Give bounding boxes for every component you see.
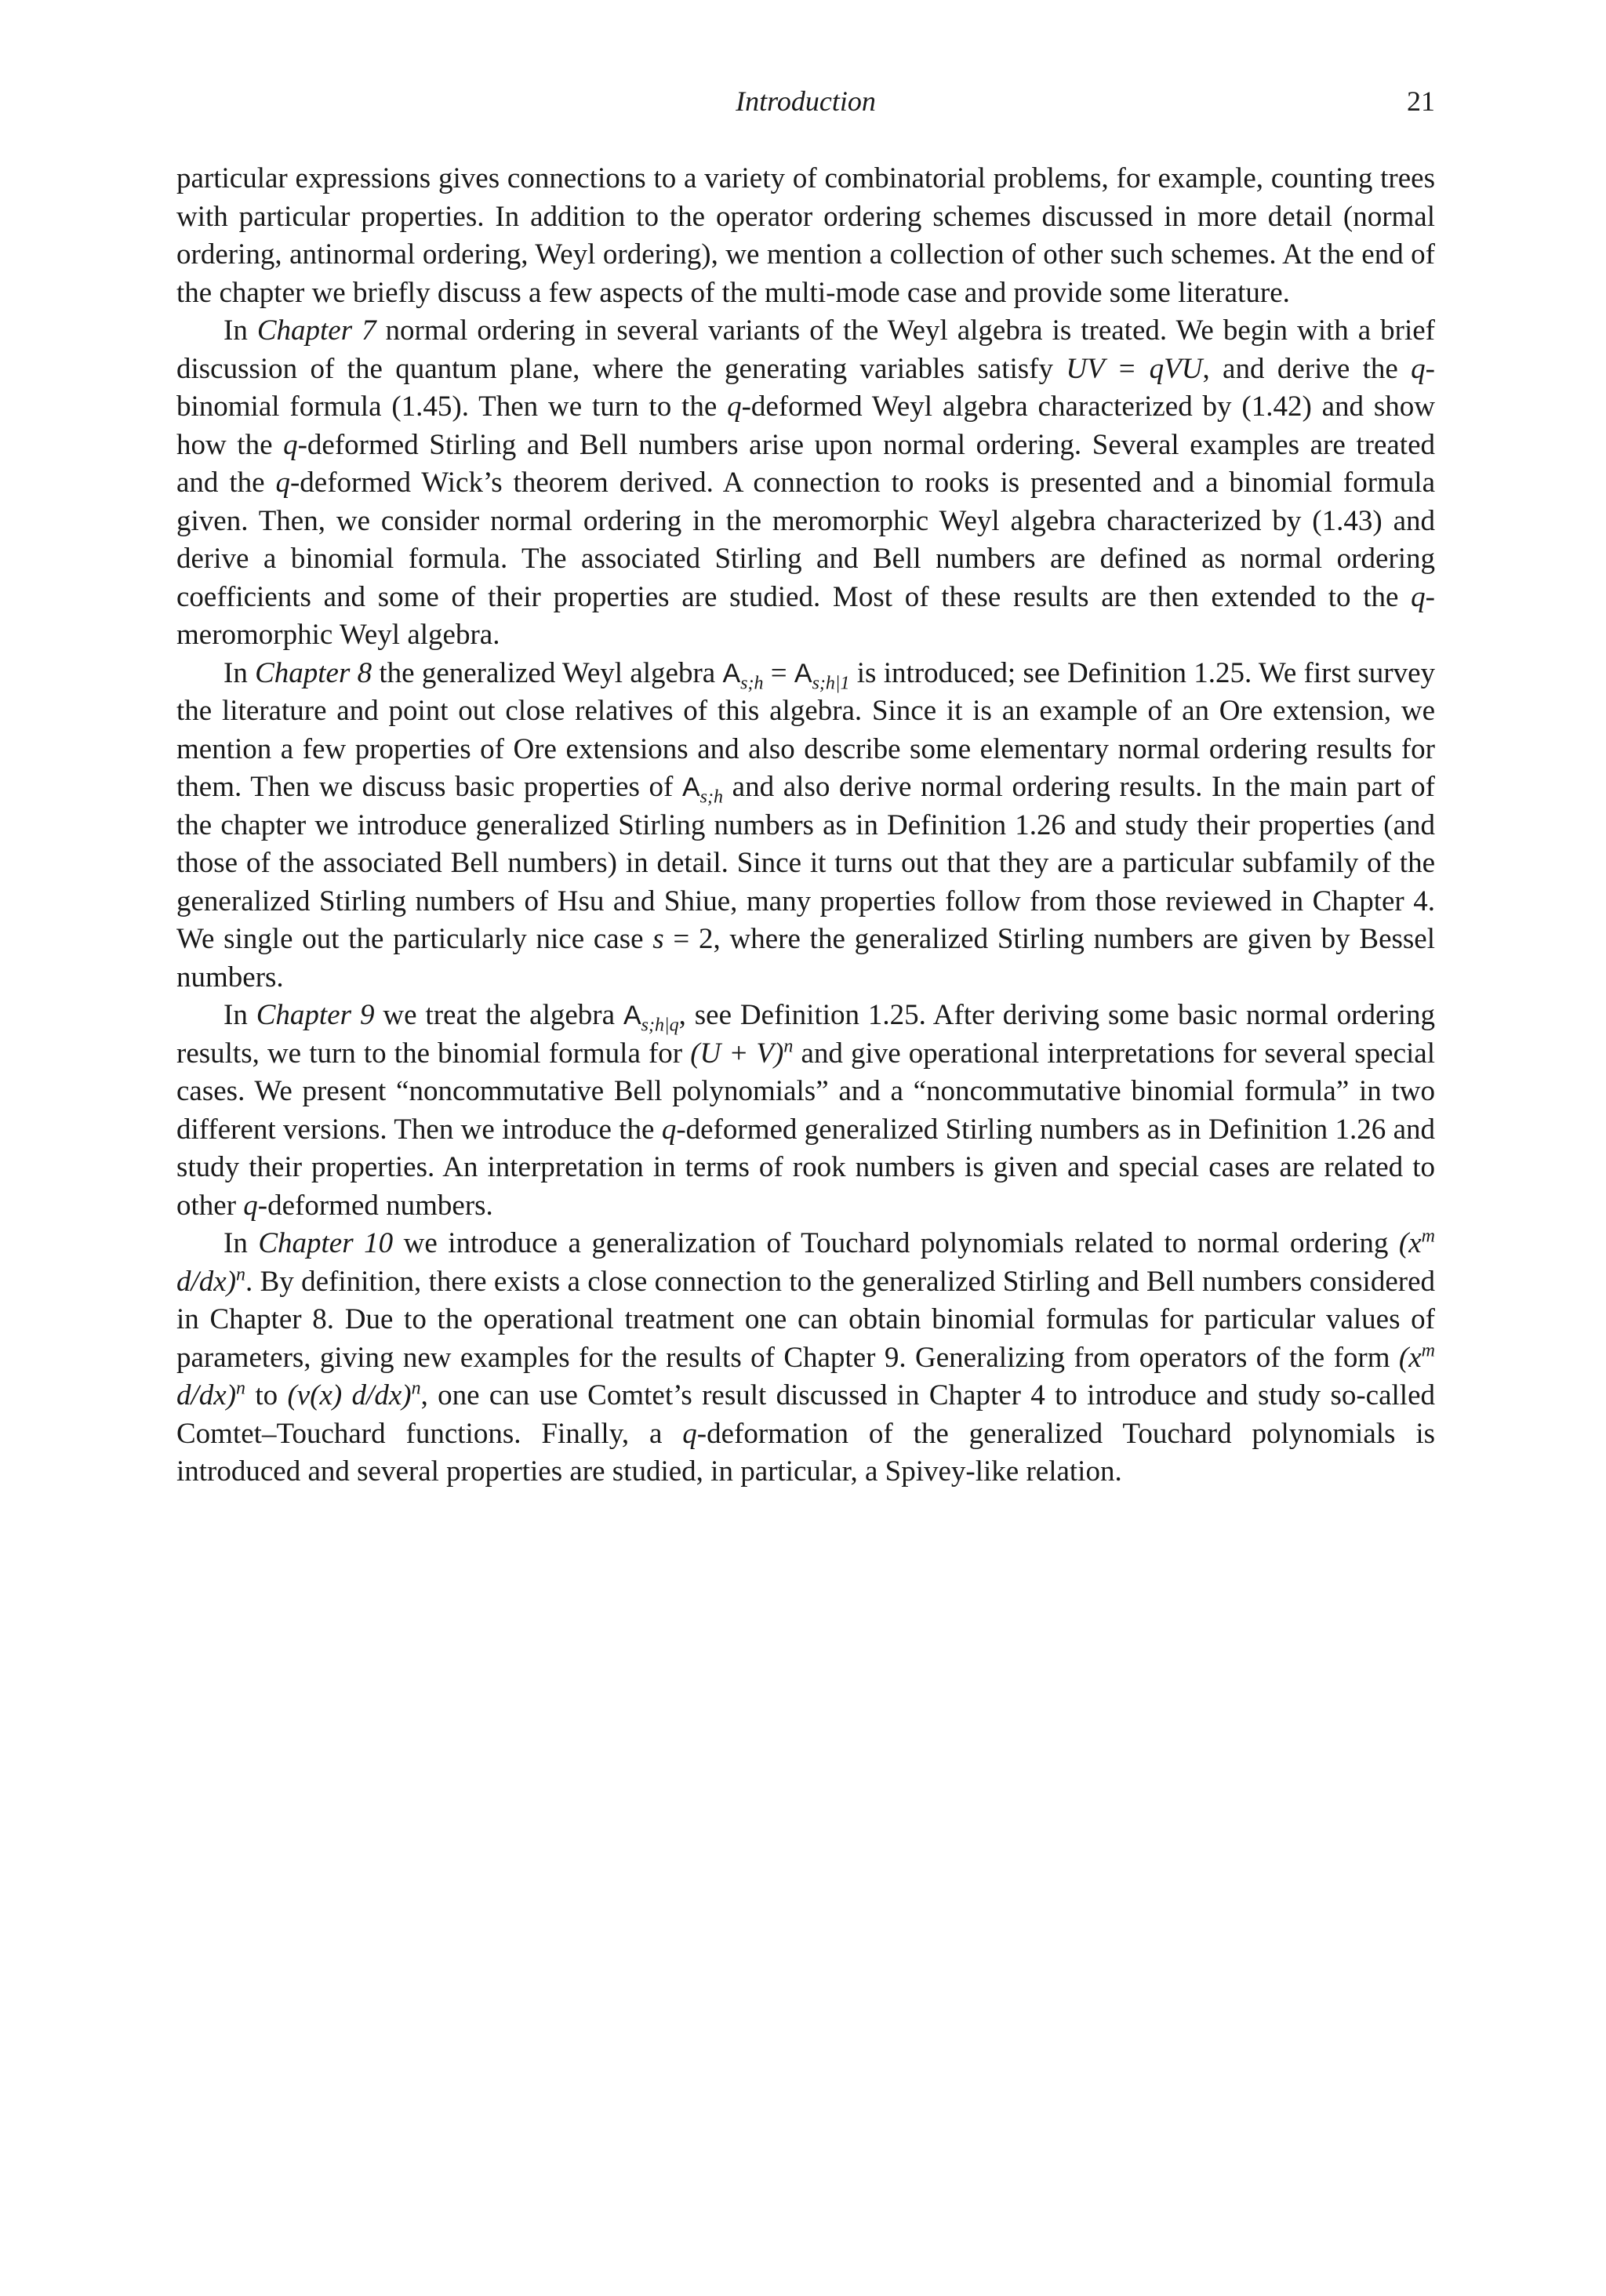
text: -deformed Stirling and Bell numbers arise upon normal ordering. Several examples are treated and the: [176, 428, 1435, 499]
page: [176, 85, 1435, 1491]
paragraph-chapter-8: [176, 655, 1435, 997]
math: (x: [1398, 1227, 1422, 1259]
math-superscript: n: [236, 1378, 246, 1399]
math-subscript: s;h: [740, 672, 764, 693]
math: A: [794, 658, 812, 688]
math: d/dx): [176, 1265, 237, 1298]
math: A: [722, 658, 741, 688]
math: q: [1411, 580, 1426, 613]
math: d/dx): [176, 1379, 237, 1411]
paragraph-chapter-7: [176, 312, 1435, 655]
math-superscript: m: [1421, 1226, 1435, 1247]
text: , see Definition 1.25. After deriving some basic normal ordering results, we turn to the binomial formula for: [176, 999, 1435, 1070]
text: -deformed Weyl algebra characterized by (1.42) and show how the: [176, 391, 1435, 461]
body-text: [176, 160, 1435, 1491]
paragraph-chapter-10: [176, 1225, 1435, 1491]
math: q: [1411, 352, 1426, 385]
text: In: [223, 999, 256, 1031]
math-superscript: n: [783, 1036, 794, 1057]
text: = 2, where the generalized Stirling numbers are given by Bessel numbers.: [176, 923, 1435, 994]
text: and also derive normal ordering results. In the main part of the chapter we introduce generalized Stirling numbers as in Definition 1.26 and study their properties (and those of the associated Bell numbers) in detail. Since it turns out that they are a particular subfamily of the generalized Stirling numbers of Hsu and Shiue, many properties follow from those reviewed in Chapter 4. We single out the particularly nice case: [176, 771, 1435, 955]
math-subscript: s;h|q: [641, 1015, 679, 1036]
paragraph-chapter-9: [176, 997, 1435, 1225]
text: we introduce a generalization of Touchard polynomials related to normal ordering: [393, 1227, 1399, 1259]
math: q: [661, 1113, 677, 1146]
math: s: [652, 923, 664, 955]
chapter-reference: Chapter 8: [255, 656, 372, 689]
running-title: Introduction: [736, 85, 876, 117]
math: q: [682, 1417, 697, 1450]
text: In: [223, 1227, 259, 1259]
text: -deformed numbers.: [257, 1189, 493, 1222]
math-superscript: m: [1421, 1340, 1435, 1361]
text: -deformed generalized Stirling numbers as in Definition 1.26 and study their properties. An interpretation in terms of rook numbers is given and special cases are related to other: [176, 1113, 1435, 1222]
text: normal ordering in several variants of the Weyl algebra is treated. We begin with a brief discussion of the quantum plane, where the generating variables satisfy: [176, 314, 1436, 385]
page-number: 21: [1407, 85, 1435, 117]
text: , and derive the: [1202, 352, 1412, 385]
math-superscript: n: [411, 1378, 421, 1399]
text: the generalized Weyl algebra: [372, 656, 723, 689]
text: In: [223, 314, 257, 347]
math: UV = qVU: [1066, 352, 1203, 385]
math: A: [623, 1001, 641, 1030]
math: (v(x) d/dx): [287, 1379, 412, 1411]
math: (U + V): [690, 1037, 784, 1070]
math: (x: [1398, 1341, 1422, 1374]
text: is introduced; see Definition 1.25. We first survey the literature and point out close relatives of this algebra. Since it is an example of an Ore extension, we mention a few properties of Ore extensions and also describe some elementary normal ordering results for them. Then we discuss basic properties of: [176, 656, 1436, 803]
math: q: [727, 391, 742, 423]
text: . By definition, there exists a close connection to the generalized Stirling and Bell numbers considered in Chapter 8. Due to the operational treatment one can obtain binomial formulas for particular values of parameters, giving new examples for the results of Chapter 9. Generalizing from operators of the form: [176, 1265, 1435, 1374]
paragraph-1: particular expressions gives connections to a variety of combinatorial problems, for example, counting trees with particular properties. In addition to the operator ordering schemes discussed in more detail (normal ordering, antinormal ordering, Weyl ordering), we mention a collection of other such schemes. At the end of the chapter we briefly discuss a few aspects of the multi-mode case and provide some literature.: [176, 162, 1435, 309]
text: , one can use Comtet’s result discussed in Chapter 4 to introduce and study so-called Comtet–Touchard functions. Finally, a: [176, 1379, 1435, 1450]
math: q: [275, 467, 290, 499]
text: -deformed Wick’s theorem derived. A connection to rooks is presented and a binomial formula given. Then, we consider normal ordering in the meromorphic Weyl algebra characterized by (1.43) and derive a binomial formula. The associated Stirling and Bell numbers are defined as normal ordering coefficients and some of their properties are studied. Most of these results are then extended to the: [176, 467, 1435, 613]
text: =: [763, 656, 794, 689]
chapter-reference: Chapter 9: [256, 999, 375, 1031]
text: we treat the algebra: [374, 999, 623, 1031]
text: -meromorphic Weyl algebra.: [176, 580, 1435, 651]
math: q: [283, 428, 298, 461]
chapter-reference: Chapter 10: [258, 1227, 394, 1259]
text: and give operational interpretations for several special cases. We present “noncommutative Bell polynomials” and a “noncommutative binomial formula” in two different versions. Then we introduce the: [176, 1037, 1435, 1146]
text: In: [223, 656, 256, 689]
math-subscript: s;h|1: [812, 672, 850, 693]
math-subscript: s;h: [699, 787, 724, 808]
text: to: [245, 1379, 288, 1411]
math: A: [681, 772, 700, 802]
math-superscript: n: [236, 1264, 246, 1285]
text: -binomial formula (1.45). Then we turn to the: [176, 352, 1435, 423]
text: -deformation of the generalized Touchard polynomials is introduced and several properties are studied, in particular, a Spivey-like relation.: [176, 1417, 1435, 1488]
math: q: [243, 1189, 258, 1222]
running-head: [176, 85, 1435, 129]
chapter-reference: Chapter 7: [256, 314, 376, 347]
